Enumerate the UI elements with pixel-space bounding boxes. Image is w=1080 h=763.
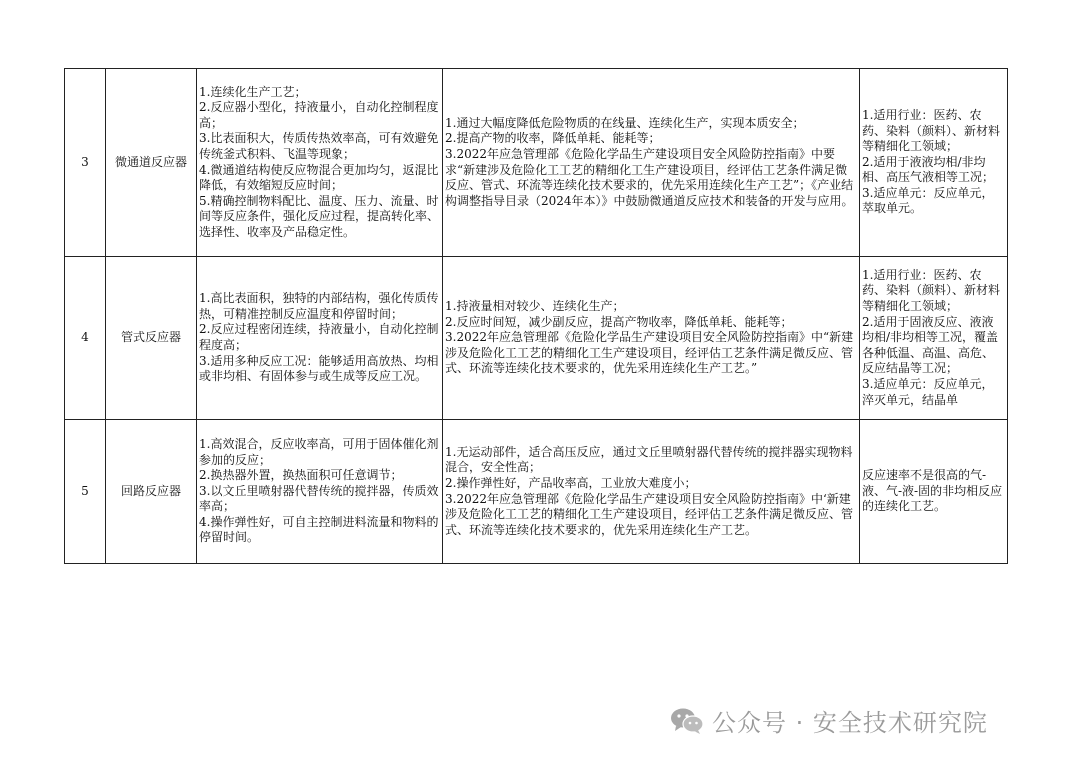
scope-line: 2.适用于固液反应、液液均相/非均相等工况，覆盖各种低温、高温、高危、反应结晶等工况； [862,314,999,376]
advantage-line: 2.操作弹性好，产品收率高，工业放大难度小； [445,475,697,490]
table-row [65,69,1008,257]
watermark-text: 公众号 · 安全技术研究院 [712,709,988,737]
reactor-name: 管式反应器 [106,257,197,420]
scope-line: 3.适应单元：反应单元，淬灭单元，结晶单 [862,376,994,407]
feature-line: 2.反应过程密闭连续，持液量小，自动化控制程度高； [199,322,439,352]
reactor-name: 微通道反应器 [106,69,197,257]
feature-line: 1.连续化生产工艺； [199,84,307,99]
reactor-table [64,68,1008,564]
advantage-line: 1.持液量相对较少、连续化生产； [445,299,625,314]
wechat-icon [670,707,704,735]
advantage-line: 3.2022年应急管理部《危险化学品生产建设项目安全风险防控指南》中要求“新建涉及危险化工工艺的精细化工生产建设项目，经评估工艺条件满足微反应、管式、环流等连续化技术要求的，优先采用连续化生产工艺”；《产业结构调整指导目录（2024年本）》中鼓励微通道反应技术和装备的开发与应用。 [445,146,854,208]
scope-line: 反应速率不是很高的气-液、气-液-固的非均相反应的连续化工艺。 [862,468,1003,514]
row-number: 5 [65,420,106,564]
advantage-line: 3.2022年应急管理部《危险化学品生产建设项目安全风险防控指南》中‘新建涉及危险化工工艺的精细化工生产建设项目，经评估工艺条件满足微反应、管式、环流等连续化技术要求的，优先采用连续化生产工艺。 [445,491,854,537]
advantage-line: 3.2022年应急管理部《危险化学品生产建设项目安全风险防控指南》中“新建涉及危险化工工艺的精细化工生产建设项目，经评估工艺条件满足微反应、管式、环流等连续化技术要求的，优先采用连续化生产工艺。” [445,330,854,376]
row-number: 3 [65,69,106,257]
advantage-line: 2.提高产物的收率，降低单耗、能耗等； [445,131,661,146]
advantage-line: 1.通过大幅度降低危险物质的在线量、连续化生产，实现本质安全； [445,115,805,130]
feature-line: 3.比表面积大，传质传热效率高，可有效避免传统釜式积料、飞温等现象； [199,131,439,161]
feature-line: 3.适用多种反应工况：能够适用高放热、均相或非均相、有固体参与或生成等反应工况。 [199,353,439,384]
feature-line: 5.精确控制物料配比、温度、压力、流量、时间等反应条件，强化反应过程，提高转化率、选择性、收率及产品稳定性。 [199,193,440,239]
scope-line: 1.适用行业：医药、农药、染料（颜料）、新材料等精细化工领域； [862,107,1001,154]
scope-cell [860,69,1008,257]
row-number: 4 [65,257,106,420]
scope-line: 2.适用于液液均相/非均相、高压气液相等工况； [862,154,995,185]
watermark [670,703,988,738]
feature-line: 2.反应器小型化，持液量小，自动化控制程度高； [199,100,439,130]
scope-line: 1.适用行业：医药、农药、染料（颜料）、新材料等精细化工领域； [862,267,1001,314]
advantages-cell [443,69,860,257]
table-row [65,257,1008,420]
scope-cell [860,257,1008,420]
feature-line: 2.换热器外置，换热面积可任意调节； [199,468,403,483]
table-row [65,420,1008,564]
features-cell [197,257,443,420]
advantages-cell [443,257,860,420]
feature-line: 4.操作弹性好，可自主控制进料流量和物料的停留时间。 [199,514,439,545]
feature-line: 3.以文丘里喷射器代替传统的搅拌器，传质效率高； [199,483,439,514]
advantage-line: 2.反应时间短，减少副反应，提高产物收率，降低单耗、能耗等； [445,314,793,329]
feature-line: 4.微通道结构使反应物混合更加均匀，返混比降低，有效缩短反应时间； [199,162,439,193]
advantage-line: 1.无运动部件，适合高压反应，通过文丘里喷射器代替传统的搅拌器实现物料混合，安全性高； [445,444,853,475]
feature-line: 1.高效混合，反应收率高，可用于固体催化剂参加的反应； [199,436,439,467]
advantages-cell [443,420,860,564]
feature-line: 1.高比表面积，独特的内部结构，强化传质传热，可精准控制反应温度和停留时间； [199,291,439,321]
features-cell [197,420,443,564]
scope-line: 3.适应单元：反应单元，萃取单元。 [862,185,994,216]
scope-clip [862,268,1005,408]
features-cell [197,69,443,257]
reactor-name: 回路反应器 [106,420,197,564]
scope-cell [860,420,1008,564]
